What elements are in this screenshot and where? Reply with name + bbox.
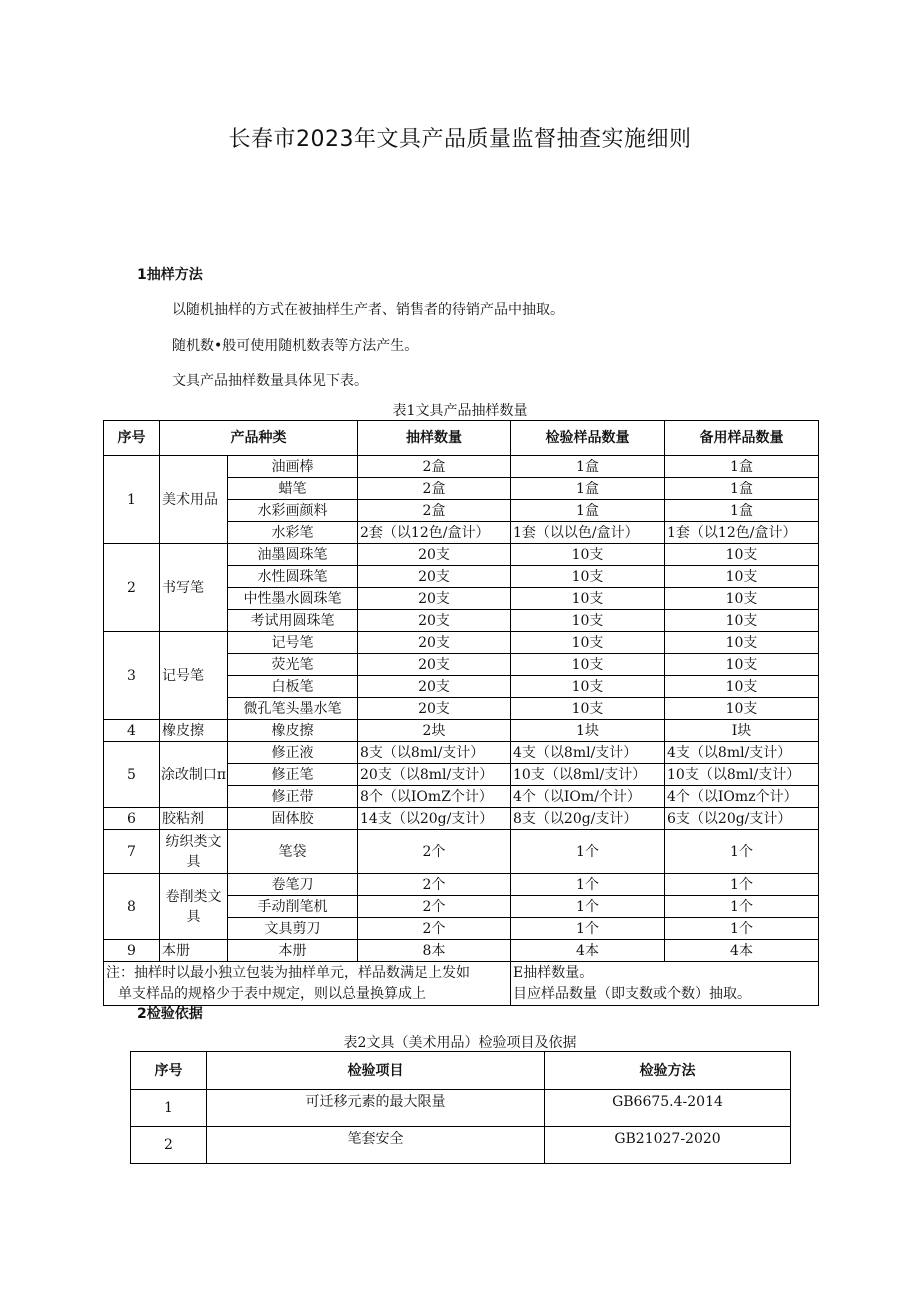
sample-quantity: 2个 (358, 874, 511, 896)
backup-sample-quantity: 4本 (665, 940, 819, 962)
test-sample-quantity: 10支 (511, 654, 665, 676)
note-text-left: 注：抽样时以最小独立包装为抽样单元，样品数满足上发如 (104, 962, 511, 984)
test-sample-quantity: 1盒 (511, 478, 665, 500)
product-name: 修正液 (228, 742, 358, 764)
test-sample-quantity: 4支（以8ml/支计） (511, 742, 665, 764)
sampling-quantity-table (103, 420, 819, 1006)
product-category: 美术用品 (160, 456, 228, 544)
header-inspection-item: 检验项目 (207, 1052, 545, 1090)
sample-quantity: 2套（以12色/盒计） (358, 522, 511, 544)
test-sample-quantity: 10支 (511, 588, 665, 610)
row-number: 6 (104, 808, 160, 830)
product-category: 书写笔 (160, 544, 228, 632)
row-number: 5 (104, 742, 160, 808)
backup-sample-quantity: 4个（以IOmz个计） (665, 786, 819, 808)
test-sample-quantity: 10支 (511, 566, 665, 588)
table-row (104, 544, 819, 566)
table-row (104, 874, 819, 896)
product-category: 橡皮擦 (160, 720, 228, 742)
table1-header-row (104, 421, 819, 456)
sample-quantity: 20支 (358, 676, 511, 698)
row-number: 2 (131, 1127, 207, 1164)
test-sample-quantity: 10支 (511, 610, 665, 632)
backup-sample-quantity: 1套（以12色/盒计） (665, 522, 819, 544)
product-name: 中性墨水圆珠笔 (228, 588, 358, 610)
product-name: 卷笔刀 (228, 874, 358, 896)
product-name: 油画棒 (228, 456, 358, 478)
sample-quantity: 20支 (358, 566, 511, 588)
table-row (104, 808, 819, 830)
backup-sample-quantity: 1盒 (665, 500, 819, 522)
note-text-left: 单支样品的规格少于表中规定，则以总量换算成上 (104, 984, 511, 1006)
row-number: 4 (104, 720, 160, 742)
header-inspection-method: 检验方法 (545, 1052, 791, 1090)
product-category: 本册 (160, 940, 228, 962)
table-row (104, 720, 819, 742)
paragraph-random-number: 随机数•般可使用随机数表等方法产生。 (172, 338, 419, 354)
paragraph-sampling-method: 以随机抽样的方式在被抽样生产者、销售者的待销产品中抽取。 (172, 302, 564, 318)
header-sample-qty: 抽样数量 (358, 421, 511, 456)
table-note-row (104, 984, 819, 1006)
section-heading-basis: 2检验依据 (137, 1006, 203, 1022)
row-number: 2 (104, 544, 160, 632)
inspection-method: GB21027-2020 (545, 1127, 791, 1164)
inspection-item: 笔套安全 (207, 1127, 545, 1164)
test-sample-quantity: 10支 (511, 632, 665, 654)
document-title: 长春市2023年文具产品质量监督抽查实施细则 (228, 127, 692, 152)
test-sample-quantity: 1套（以以色/盒计） (511, 522, 665, 544)
product-name: 荧光笔 (228, 654, 358, 676)
row-number: 1 (104, 456, 160, 544)
test-sample-quantity: 1个 (511, 874, 665, 896)
product-name: 微孔笔头墨水笔 (228, 698, 358, 720)
sample-quantity: 20支 (358, 610, 511, 632)
note-text-right: 目应样品数量（即支数或个数）抽取。 (511, 984, 819, 1006)
test-sample-quantity: 4个（以IOm/个计） (511, 786, 665, 808)
test-sample-quantity: 10支（以8ml/支计） (511, 764, 665, 786)
test-sample-quantity: 8支（以20g/支计） (511, 808, 665, 830)
test-sample-quantity: 1盒 (511, 456, 665, 478)
test-sample-quantity: 1个 (511, 918, 665, 940)
backup-sample-quantity: 10支 (665, 676, 819, 698)
inspection-item: 可迁移元素的最大限量 (207, 1090, 545, 1127)
table-row (104, 940, 819, 962)
sample-quantity: 20支 (358, 654, 511, 676)
sample-quantity: 2个 (358, 896, 511, 918)
row-number: 8 (104, 874, 160, 940)
sample-quantity: 8支（以8ml/支计） (358, 742, 511, 764)
backup-sample-quantity: 6支（以20g/支计） (665, 808, 819, 830)
product-category: 涂改制口π (160, 742, 228, 808)
backup-sample-quantity: 10支 (665, 654, 819, 676)
test-sample-quantity: 1个 (511, 896, 665, 918)
sample-quantity: 2盒 (358, 456, 511, 478)
backup-sample-quantity: 1盒 (665, 456, 819, 478)
row-number: 7 (104, 830, 160, 874)
test-sample-quantity: 4本 (511, 940, 665, 962)
sample-quantity: 20支（以8ml/支计） (358, 764, 511, 786)
sample-quantity: 20支 (358, 632, 511, 654)
table-row (104, 742, 819, 764)
product-name: 水彩画颜料 (228, 500, 358, 522)
backup-sample-quantity: 10支（以8ml/支计） (665, 764, 819, 786)
product-name: 笔袋 (228, 830, 358, 874)
test-sample-quantity: 1块 (511, 720, 665, 742)
header-backup-qty: 备用样品数量 (665, 421, 819, 456)
product-name: 水彩笔 (228, 522, 358, 544)
backup-sample-quantity: 1个 (665, 918, 819, 940)
sample-quantity: 2块 (358, 720, 511, 742)
sample-quantity: 2盒 (358, 500, 511, 522)
backup-sample-quantity: I块 (665, 720, 819, 742)
sample-quantity: 2盒 (358, 478, 511, 500)
table-row (131, 1090, 791, 1127)
paragraph-table-intro: 文具产品抽样数量具体见下表。 (172, 373, 368, 389)
backup-sample-quantity: 10支 (665, 632, 819, 654)
backup-sample-quantity: 1个 (665, 874, 819, 896)
row-number: 3 (104, 632, 160, 720)
sample-quantity: 8个（以IOmZ个计） (358, 786, 511, 808)
backup-sample-quantity: 1盒 (665, 478, 819, 500)
product-name: 橡皮擦 (228, 720, 358, 742)
product-category: 记号笔 (160, 632, 228, 720)
product-name: 白板笔 (228, 676, 358, 698)
product-name: 本册 (228, 940, 358, 962)
product-name: 手动削笔机 (228, 896, 358, 918)
test-sample-quantity: 1盒 (511, 500, 665, 522)
product-category: 卷削类文具 (160, 874, 228, 940)
table-row (104, 830, 819, 874)
inspection-method: GB6675.4-2014 (545, 1090, 791, 1127)
sample-quantity: 2个 (358, 830, 511, 874)
product-name: 考试用圆珠笔 (228, 610, 358, 632)
product-name: 油墨圆珠笔 (228, 544, 358, 566)
backup-sample-quantity: 10支 (665, 610, 819, 632)
header-no: 序号 (131, 1052, 207, 1090)
row-number: 9 (104, 940, 160, 962)
row-number: 1 (131, 1090, 207, 1127)
section-heading-sampling: 1抽样方法 (137, 267, 203, 283)
product-name: 文具剪刀 (228, 918, 358, 940)
sample-quantity: 2个 (358, 918, 511, 940)
backup-sample-quantity: 10支 (665, 544, 819, 566)
test-sample-quantity: 10支 (511, 698, 665, 720)
test-sample-quantity: 1个 (511, 830, 665, 874)
note-text-right: E抽样数量。 (511, 962, 819, 984)
product-name: 蜡笔 (228, 478, 358, 500)
inspection-basis-table (130, 1051, 791, 1164)
backup-sample-quantity: 10支 (665, 566, 819, 588)
table-row (104, 456, 819, 478)
table2-caption: 表2文具（美术用品）检验项目及依据 (343, 1035, 577, 1051)
header-product-type: 产品种类 (160, 421, 358, 456)
header-no: 序号 (104, 421, 160, 456)
backup-sample-quantity: 4支（以8ml/支计） (665, 742, 819, 764)
product-name: 固体胶 (228, 808, 358, 830)
test-sample-quantity: 10支 (511, 544, 665, 566)
table-note-row (104, 962, 819, 984)
backup-sample-quantity: 1个 (665, 830, 819, 874)
sample-quantity: 14支（以20g/支计） (358, 808, 511, 830)
table1-caption: 表1文具产品抽样数量 (392, 403, 528, 419)
product-name: 修正笔 (228, 764, 358, 786)
sample-quantity: 8本 (358, 940, 511, 962)
product-name: 修正带 (228, 786, 358, 808)
product-category: 胶粘剂 (160, 808, 228, 830)
product-name: 记号笔 (228, 632, 358, 654)
sample-quantity: 20支 (358, 544, 511, 566)
table-row (131, 1127, 791, 1164)
backup-sample-quantity: 1个 (665, 896, 819, 918)
table2-header-row (131, 1052, 791, 1090)
test-sample-quantity: 10支 (511, 676, 665, 698)
table-row (104, 632, 819, 654)
backup-sample-quantity: 10支 (665, 698, 819, 720)
backup-sample-quantity: 10支 (665, 588, 819, 610)
header-test-qty: 检验样品数量 (511, 421, 665, 456)
product-name: 水性圆珠笔 (228, 566, 358, 588)
sample-quantity: 20支 (358, 698, 511, 720)
product-category: 纺织类文具 (160, 830, 228, 874)
sample-quantity: 20支 (358, 588, 511, 610)
